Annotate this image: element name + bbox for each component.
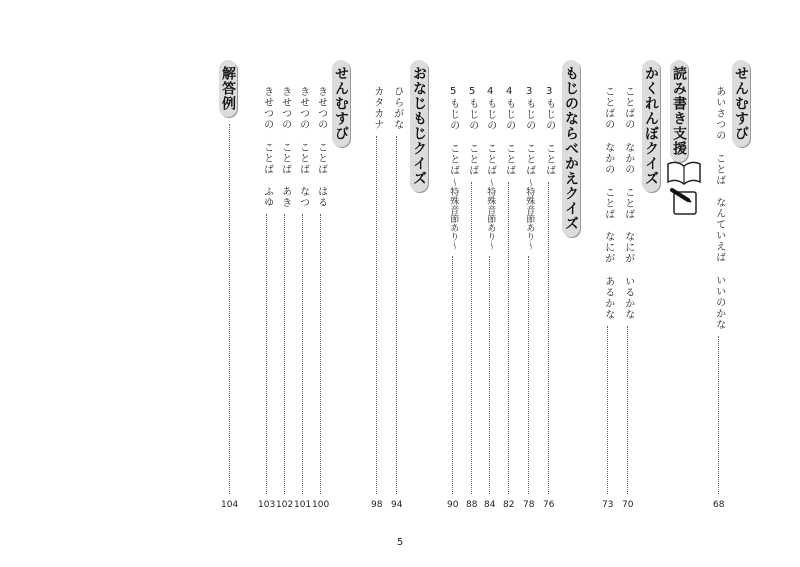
- toc-entry[interactable]: [371, 86, 382, 510]
- section-title: せんむすび: [732, 60, 750, 147]
- leader-dots: [376, 136, 377, 494]
- entry-label: 5もじの ことば: [466, 86, 478, 176]
- leader-dots: [718, 336, 719, 494]
- leader-dots: [452, 256, 453, 494]
- entry-label: 4もじの ことば: [484, 86, 496, 176]
- entry-page: 103: [258, 500, 276, 510]
- toc-entry[interactable]: [543, 86, 554, 510]
- toc-entry[interactable]: [466, 86, 477, 510]
- entry-page: 102: [276, 500, 294, 510]
- toc-entry[interactable]: [294, 86, 311, 510]
- leader-dots: [471, 182, 472, 494]
- entry-page: 98: [371, 500, 383, 510]
- toc-entry[interactable]: [503, 86, 514, 510]
- section-heading-kakurenbo: [642, 60, 660, 192]
- section-heading-yomikaki: [670, 60, 688, 162]
- leader-dots: [508, 182, 509, 494]
- entry-subtitle: 〜特殊音節あり〜: [524, 178, 535, 250]
- section-title: おなじもじクイズ: [410, 60, 428, 192]
- entry-page: 84: [484, 500, 496, 510]
- entry-subtitle: 〜特殊音節あり〜: [485, 178, 496, 250]
- entry-page: 68: [713, 500, 725, 510]
- section-heading-senmusubi: [332, 60, 350, 147]
- entry-label: ひらがな: [391, 86, 403, 130]
- section-title: もじのならべかえクイズ: [562, 60, 580, 237]
- entry-page: 88: [466, 500, 478, 510]
- section-heading-senmusubi: [732, 60, 750, 147]
- toc-entry[interactable]: [484, 86, 495, 510]
- leader-dots: [607, 326, 608, 494]
- toc-entry[interactable]: [447, 86, 458, 510]
- toc-entry[interactable]: [276, 86, 293, 510]
- entry-page: 73: [602, 500, 614, 510]
- leader-dots: [320, 214, 321, 494]
- section-title: 解答例: [219, 60, 237, 117]
- entry-page: 78: [523, 500, 535, 510]
- toc-entry[interactable]: [602, 86, 613, 510]
- toc-entry[interactable]: [391, 86, 402, 510]
- leader-dots: [548, 182, 549, 494]
- leader-dots: [528, 256, 529, 494]
- entry-page: 104: [221, 500, 239, 510]
- leader-dots: [266, 214, 267, 494]
- entry-label: あいさつの ことば なんていえば いいのかな: [713, 86, 725, 330]
- entry-page: 70: [622, 500, 634, 510]
- page-number: 5: [396, 537, 404, 548]
- entry-page: 94: [391, 500, 403, 510]
- section-title: かくれんぼクイズ: [642, 60, 660, 192]
- section-heading-kaitou: [219, 60, 237, 117]
- entry-label: 5もじの ことば: [447, 86, 459, 176]
- entry-page: 82: [503, 500, 515, 510]
- entry-page: 90: [447, 500, 459, 510]
- leader-dots: [284, 214, 285, 494]
- entry-label: きせつの ことば はる: [315, 86, 327, 208]
- toc-entry[interactable]: [221, 118, 238, 510]
- toc-entry[interactable]: [312, 86, 329, 510]
- leader-dots: [302, 214, 303, 494]
- entry-label: 4もじの ことば: [503, 86, 515, 176]
- toc-entry[interactable]: [523, 86, 534, 510]
- entry-label: ことばの なかの ことば なにが あるかな: [602, 86, 614, 320]
- entry-subtitle: 〜特殊音節あり〜: [448, 178, 459, 250]
- section-heading-narabekae: [562, 60, 580, 237]
- toc-entry[interactable]: [622, 86, 633, 510]
- toc-entry[interactable]: [713, 86, 724, 510]
- section-title: せんむすび: [332, 60, 350, 147]
- section-heading-onajimoji: [410, 60, 428, 192]
- toc-entry[interactable]: [258, 86, 275, 510]
- reading-writing-support-icon: [664, 160, 704, 224]
- entry-label: 3もじの ことば: [523, 86, 535, 176]
- entry-label: ことばの なかの ことば なにが いるかな: [622, 86, 634, 320]
- entry-label: きせつの ことば なつ: [297, 86, 309, 208]
- leader-dots: [489, 256, 490, 494]
- entry-label: カタカナ: [371, 86, 383, 130]
- entry-page: 100: [312, 500, 330, 510]
- leader-dots: [627, 326, 628, 494]
- entry-page: 76: [543, 500, 555, 510]
- entry-label: きせつの ことば ふゆ: [261, 86, 273, 208]
- entry-label: きせつの ことば あき: [279, 86, 291, 208]
- entry-label: 3もじの ことば: [543, 86, 555, 176]
- entry-page: 101: [294, 500, 312, 510]
- leader-dots: [229, 124, 230, 494]
- section-title: 読み書き支援: [670, 60, 688, 162]
- leader-dots: [396, 136, 397, 494]
